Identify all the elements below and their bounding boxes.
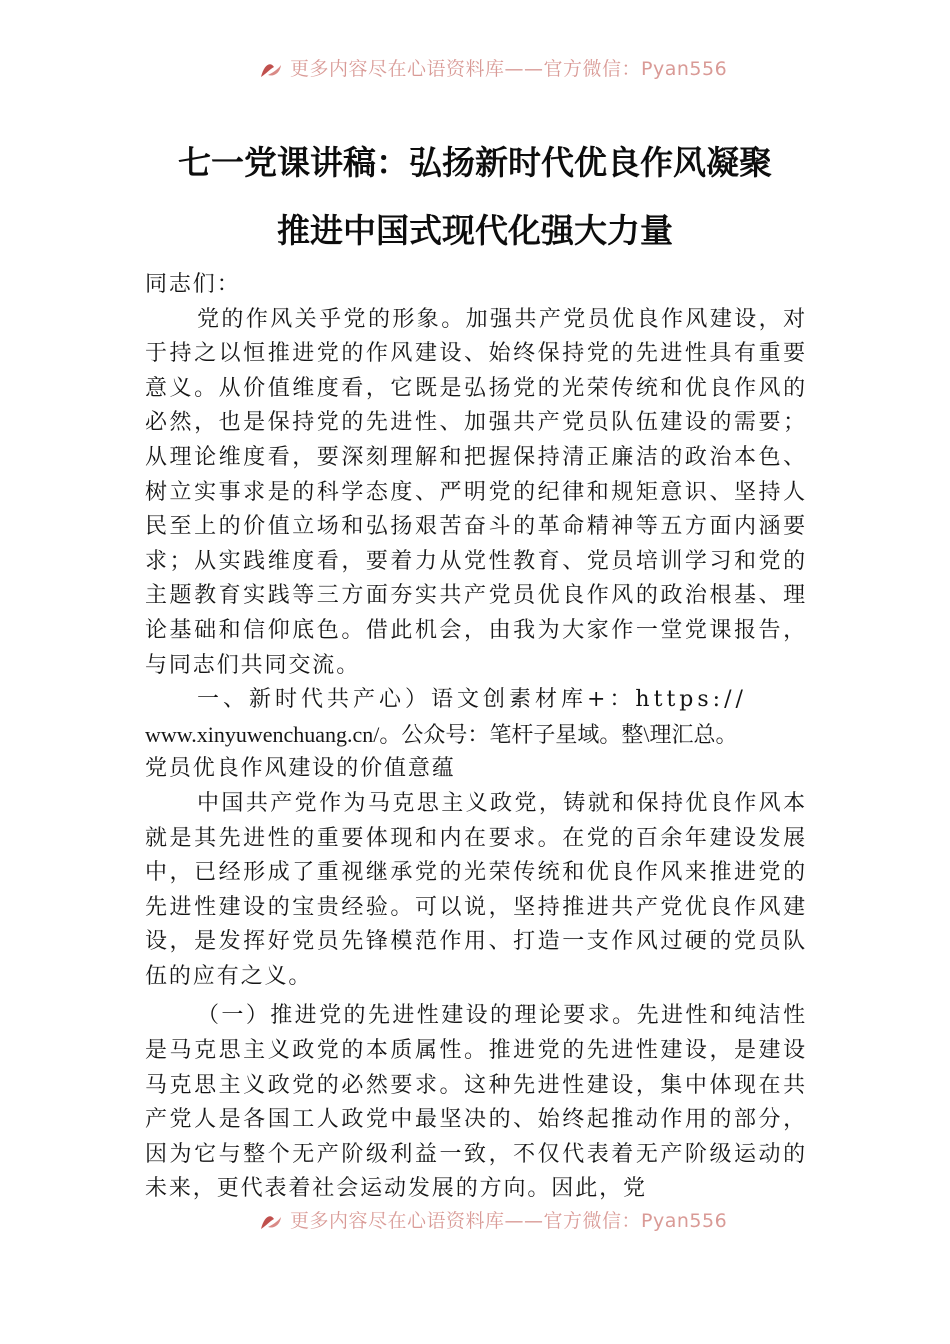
- watermark-text: 更多内容尽在心语资料库——官方微信：Pyan556: [290, 1210, 728, 1232]
- paragraph-value: 中国共产党作为马克思主义政党，铸就和保持优良作风本就是其先进性的重要体现和内在要求。在党的百余年建设发展中，已经形成了重视继承党的光荣传统和优良作风来推进党的先进性建设的宝贵经验。可以说，坚持推进共产党优良作风建设，是发挥好党员先锋模范作用、打造一支作风过硬的党员队伍的应有之义。: [145, 790, 807, 989]
- document-title-line2: 推进中国式现代化强大力量: [277, 211, 673, 250]
- section-heading-cont: [145, 718, 807, 787]
- section-heading-line2: www.xinyuwenchuang.cn/。公众号：笔杆子星域。整\理汇总。: [145, 721, 738, 747]
- paragraph-intro: 党的作风关乎党的形象。加强共产党员优良作风建设，对于持之以恒推进党的作风建设、始终保持党的先进性具有重要意义。从价值维度看，它既是弘扬党的光荣传统和优良作风的必然，也是保持党的先进性、加强共产党员队伍建设的需要；从理论维度看，要深刻理解和把握保持清正廉洁的政治本色、树立实事求是的科学态度、严明党的纪律和规矩意识、坚持人民至上的价值立场和弘扬艰苦奋斗的革命精神等五方面内涵要求；从实践维度看，要着力从党性教育、党员培训学习和党的主题教育实践等三方面夯实共产党员优良作风的政治根基、理论基础和信仰底色。借此机会，由我为大家作一堂党课报告，与同志们共同交流。: [145, 306, 807, 678]
- section-heading-line1: 一、新时代共产心）语文创素材库+：https://: [197, 687, 747, 713]
- paragraph-theory: （一）推进党的先进性建设的理论要求。先进性和纯洁性是马克思主义政党的本质属性。推进党的先进性建设，是建设马克思主义政党的必然要求。这种先进性建设，集中体现在共产党人是各国工人政党中最坚决的、始终起推动作用的部分，因为它与整个无产阶级利益一致，不仅代表着无产阶级运动的未来，更代表着社会运动发展的方向。因此，党: [145, 1003, 807, 1202]
- document-title-line1: 七一党课讲稿：弘扬新时代优良作风凝聚: [178, 143, 772, 182]
- watermark-footer: [258, 1208, 758, 1234]
- section-heading: [145, 683, 807, 718]
- watermark-header: [258, 56, 758, 82]
- document-body: [145, 268, 807, 1207]
- watermark-logo-icon: [258, 1209, 284, 1233]
- watermark-text: 更多内容尽在心语资料库——官方微信：Pyan556: [290, 58, 728, 80]
- section-heading-line3: 党员优良作风建设的价值意蕴: [145, 756, 456, 782]
- watermark-logo-icon: [258, 57, 284, 81]
- salutation: 同志们：: [145, 272, 241, 297]
